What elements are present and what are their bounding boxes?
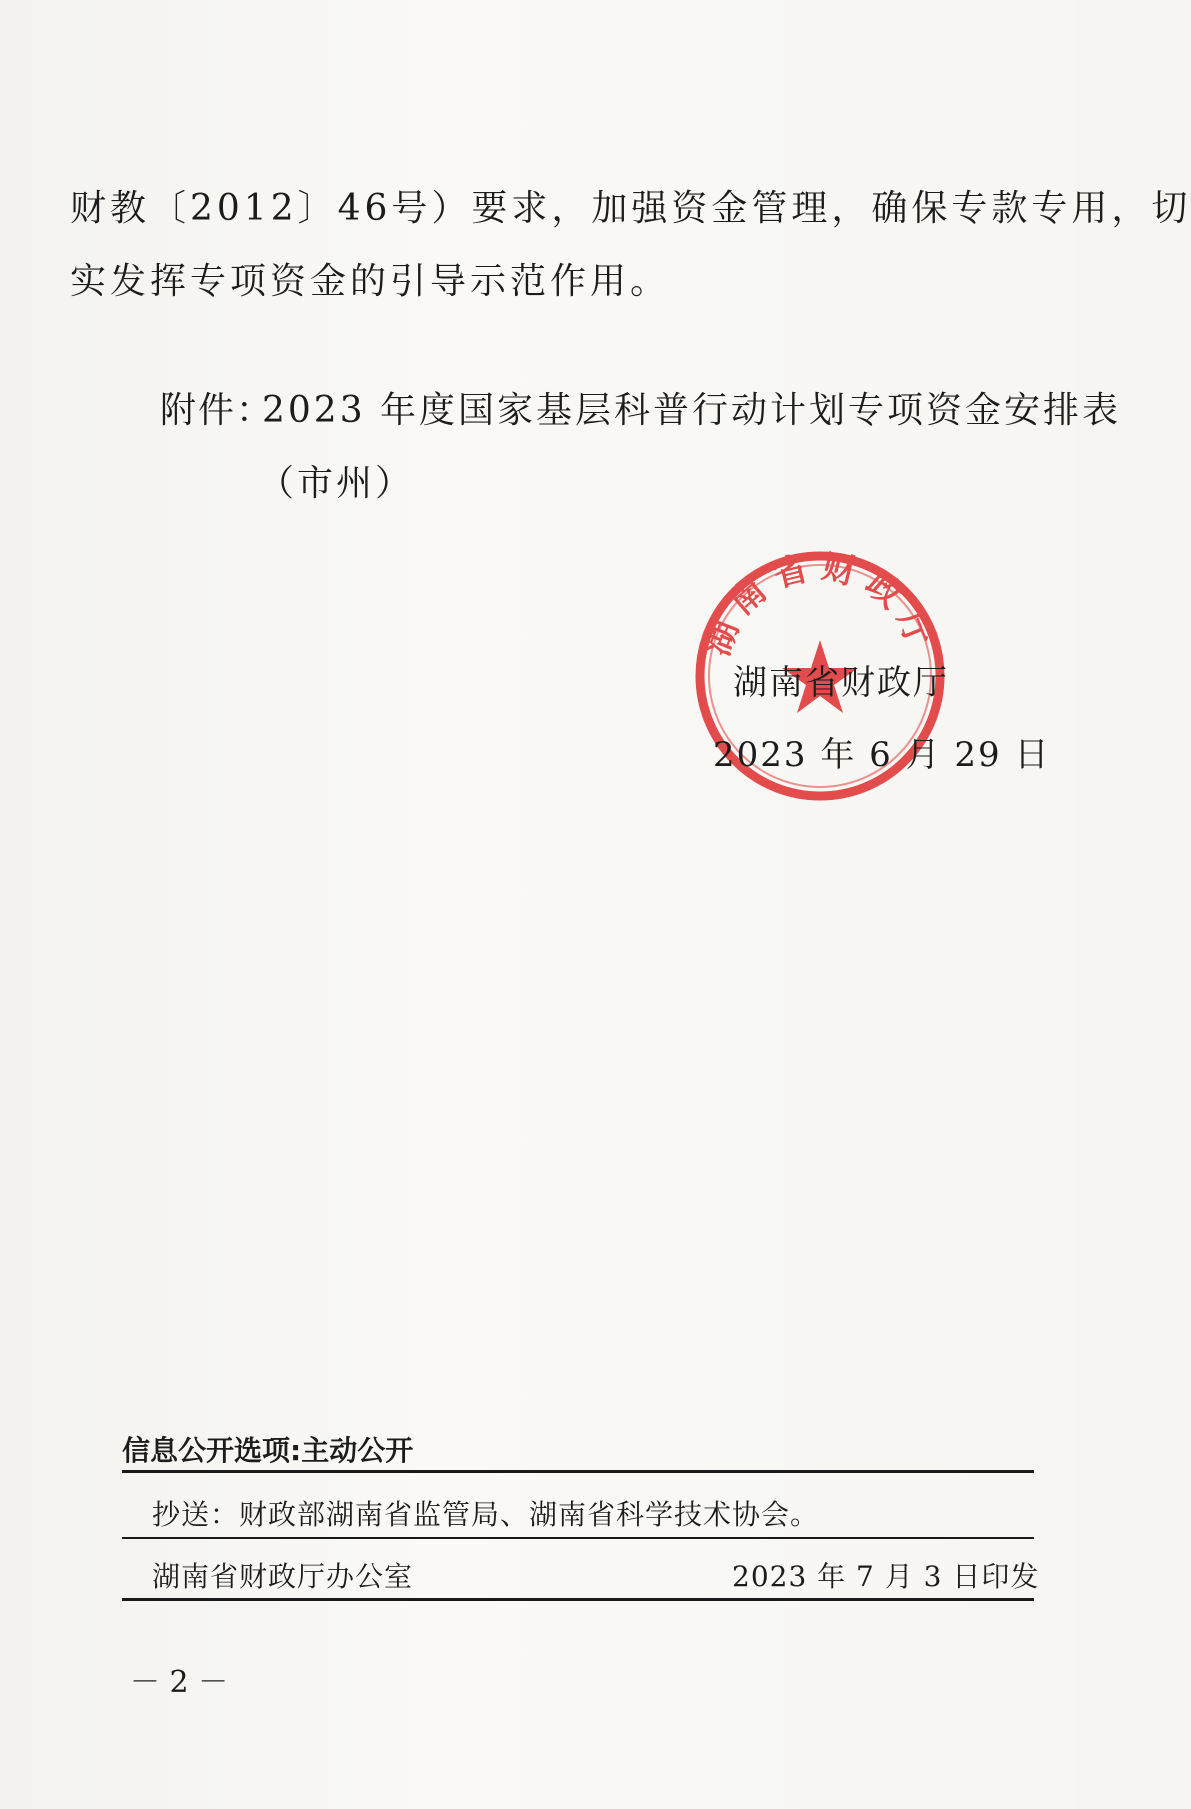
signing-organization: 湖南省财政厅 [733, 663, 949, 703]
cc-recipients: 抄送：财政部湖南省监管局、湖南省科学技术协会。 [152, 1498, 820, 1531]
body-paragraph-line-1: 财教〔2012〕46号）要求，加强资金管理，确保专款专用，切 [70, 188, 1191, 229]
attachment-title-line-1: 2023 年度国家基层科普行动计划专项资金安排表 [262, 390, 1122, 431]
seal-text: 湖南省财政厅 [697, 548, 943, 662]
disclosure-option: 信息公开选项:主动公开 [122, 1434, 414, 1467]
footer-divider-bottom [122, 1598, 1034, 1601]
attachment-title-line-2: （市州） [258, 463, 415, 504]
issue-date: 2023 年 7 月 3 日印发 [732, 1560, 1040, 1593]
body-paragraph-line-2: 实发挥专项资金的引导示范作用。 [70, 261, 671, 302]
attachment-label: 附件： [160, 390, 275, 431]
footer-divider-top [122, 1470, 1034, 1473]
issuing-office: 湖南省财政厅办公室 [152, 1560, 414, 1593]
signing-date: 2023 年 6 月 29 日 [713, 735, 1051, 775]
page-number: － 2 － [130, 1665, 229, 1700]
footer-divider-middle [122, 1537, 1034, 1539]
